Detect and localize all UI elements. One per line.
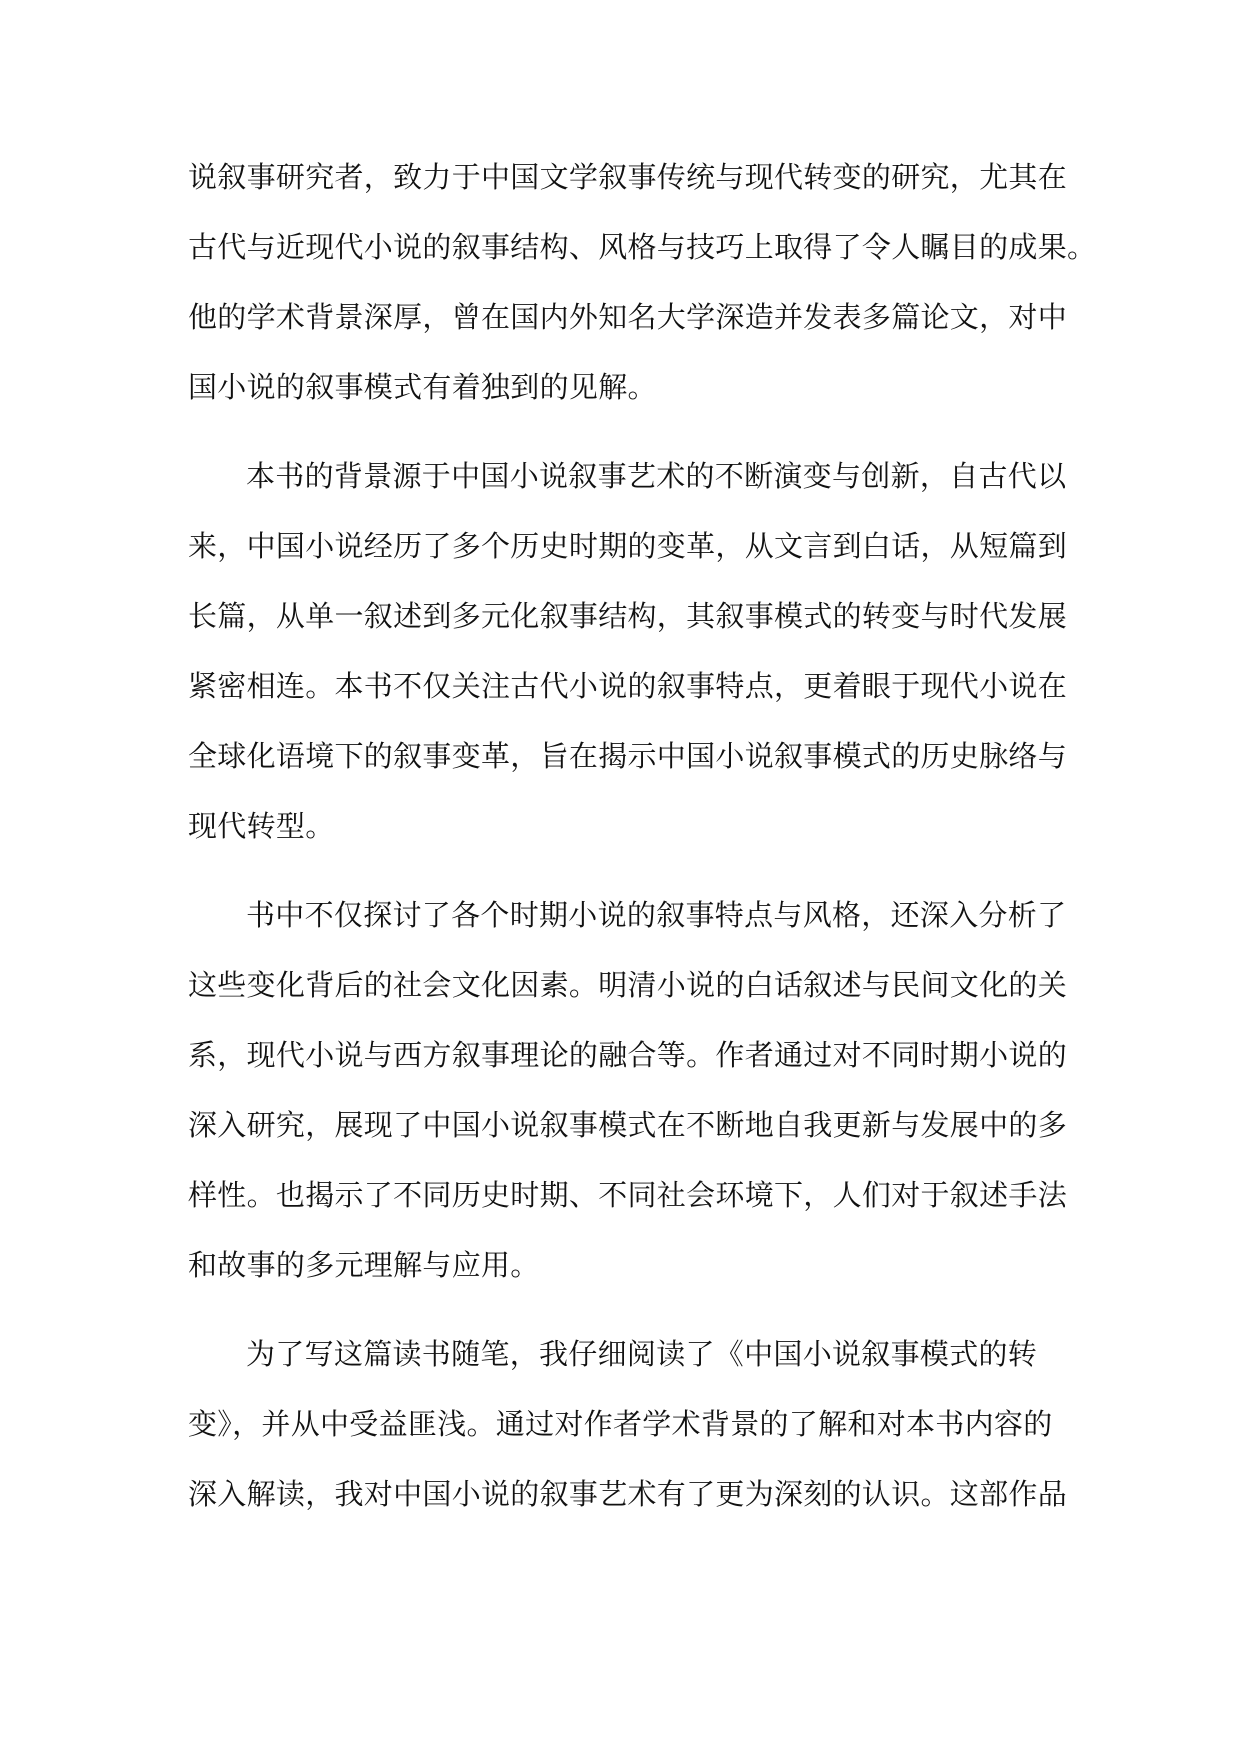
text-line: 本书的背景源于中国小说叙事艺术的不断演变与创新，自古代以 [246,459,1067,493]
text-line: 来，中国小说经历了多个历史时期的变革，从文言到白话，从短篇到 [188,529,1068,563]
text-line: 长篇，从单一叙述到多元化叙事结构，其叙事模式的转变与时代发展 [188,599,1068,633]
text-line: 现代转型。 [188,809,335,843]
text-line: 深入研究，展现了中国小说叙事模式在不断地自我更新与发展中的多 [188,1108,1068,1142]
text-line: 这些变化背后的社会文化因素。明清小说的白话叙述与民间文化的关 [188,968,1068,1002]
text-line: 古代与近现代小说的叙事结构、风格与技巧上取得了令人瞩目的成果。 [188,230,1097,264]
body-text [188,142,1097,1529]
text-line: 说叙事研究者，致力于中国文学叙事传统与现代转变的研究，尤其在 [188,160,1068,194]
text-line: 系，现代小说与西方叙事理论的融合等。作者通过对不同时期小说的 [188,1038,1068,1072]
text-line: 和故事的多元理解与应用。 [188,1248,540,1282]
text-line: 书中不仅探讨了各个时期小说的叙事特点与风格，还深入分析了 [246,898,1067,932]
text-line: 样性。也揭示了不同历史时期、不同社会环境下，人们对于叙述手法 [188,1178,1068,1212]
text-line: 紧密相连。本书不仅关注古代小说的叙事特点，更着眼于现代小说在 [188,669,1068,703]
paragraph-book-content [188,880,1068,1300]
text-line: 国小说的叙事模式有着独到的见解。 [188,370,657,404]
text-line: 变》，并从中受益匪浅。通过对作者学术背景的了解和对本书内容的 [188,1407,1053,1441]
text-line: 深入解读，我对中国小说的叙事艺术有了更为深刻的认识。这部作品 [188,1477,1068,1511]
paragraph-reading-notes [188,1319,1068,1529]
text-line: 他的学术背景深厚，曾在国内外知名大学深造并发表多篇论文，对中 [188,300,1068,334]
paragraph-book-background [188,441,1068,861]
text-line: 为了写这篇读书随笔，我仔细阅读了《中国小说叙事模式的转 [246,1337,1038,1371]
paragraph-author-background [188,142,1097,422]
text-line: 全球化语境下的叙事变革，旨在揭示中国小说叙事模式的历史脉络与 [188,739,1068,773]
